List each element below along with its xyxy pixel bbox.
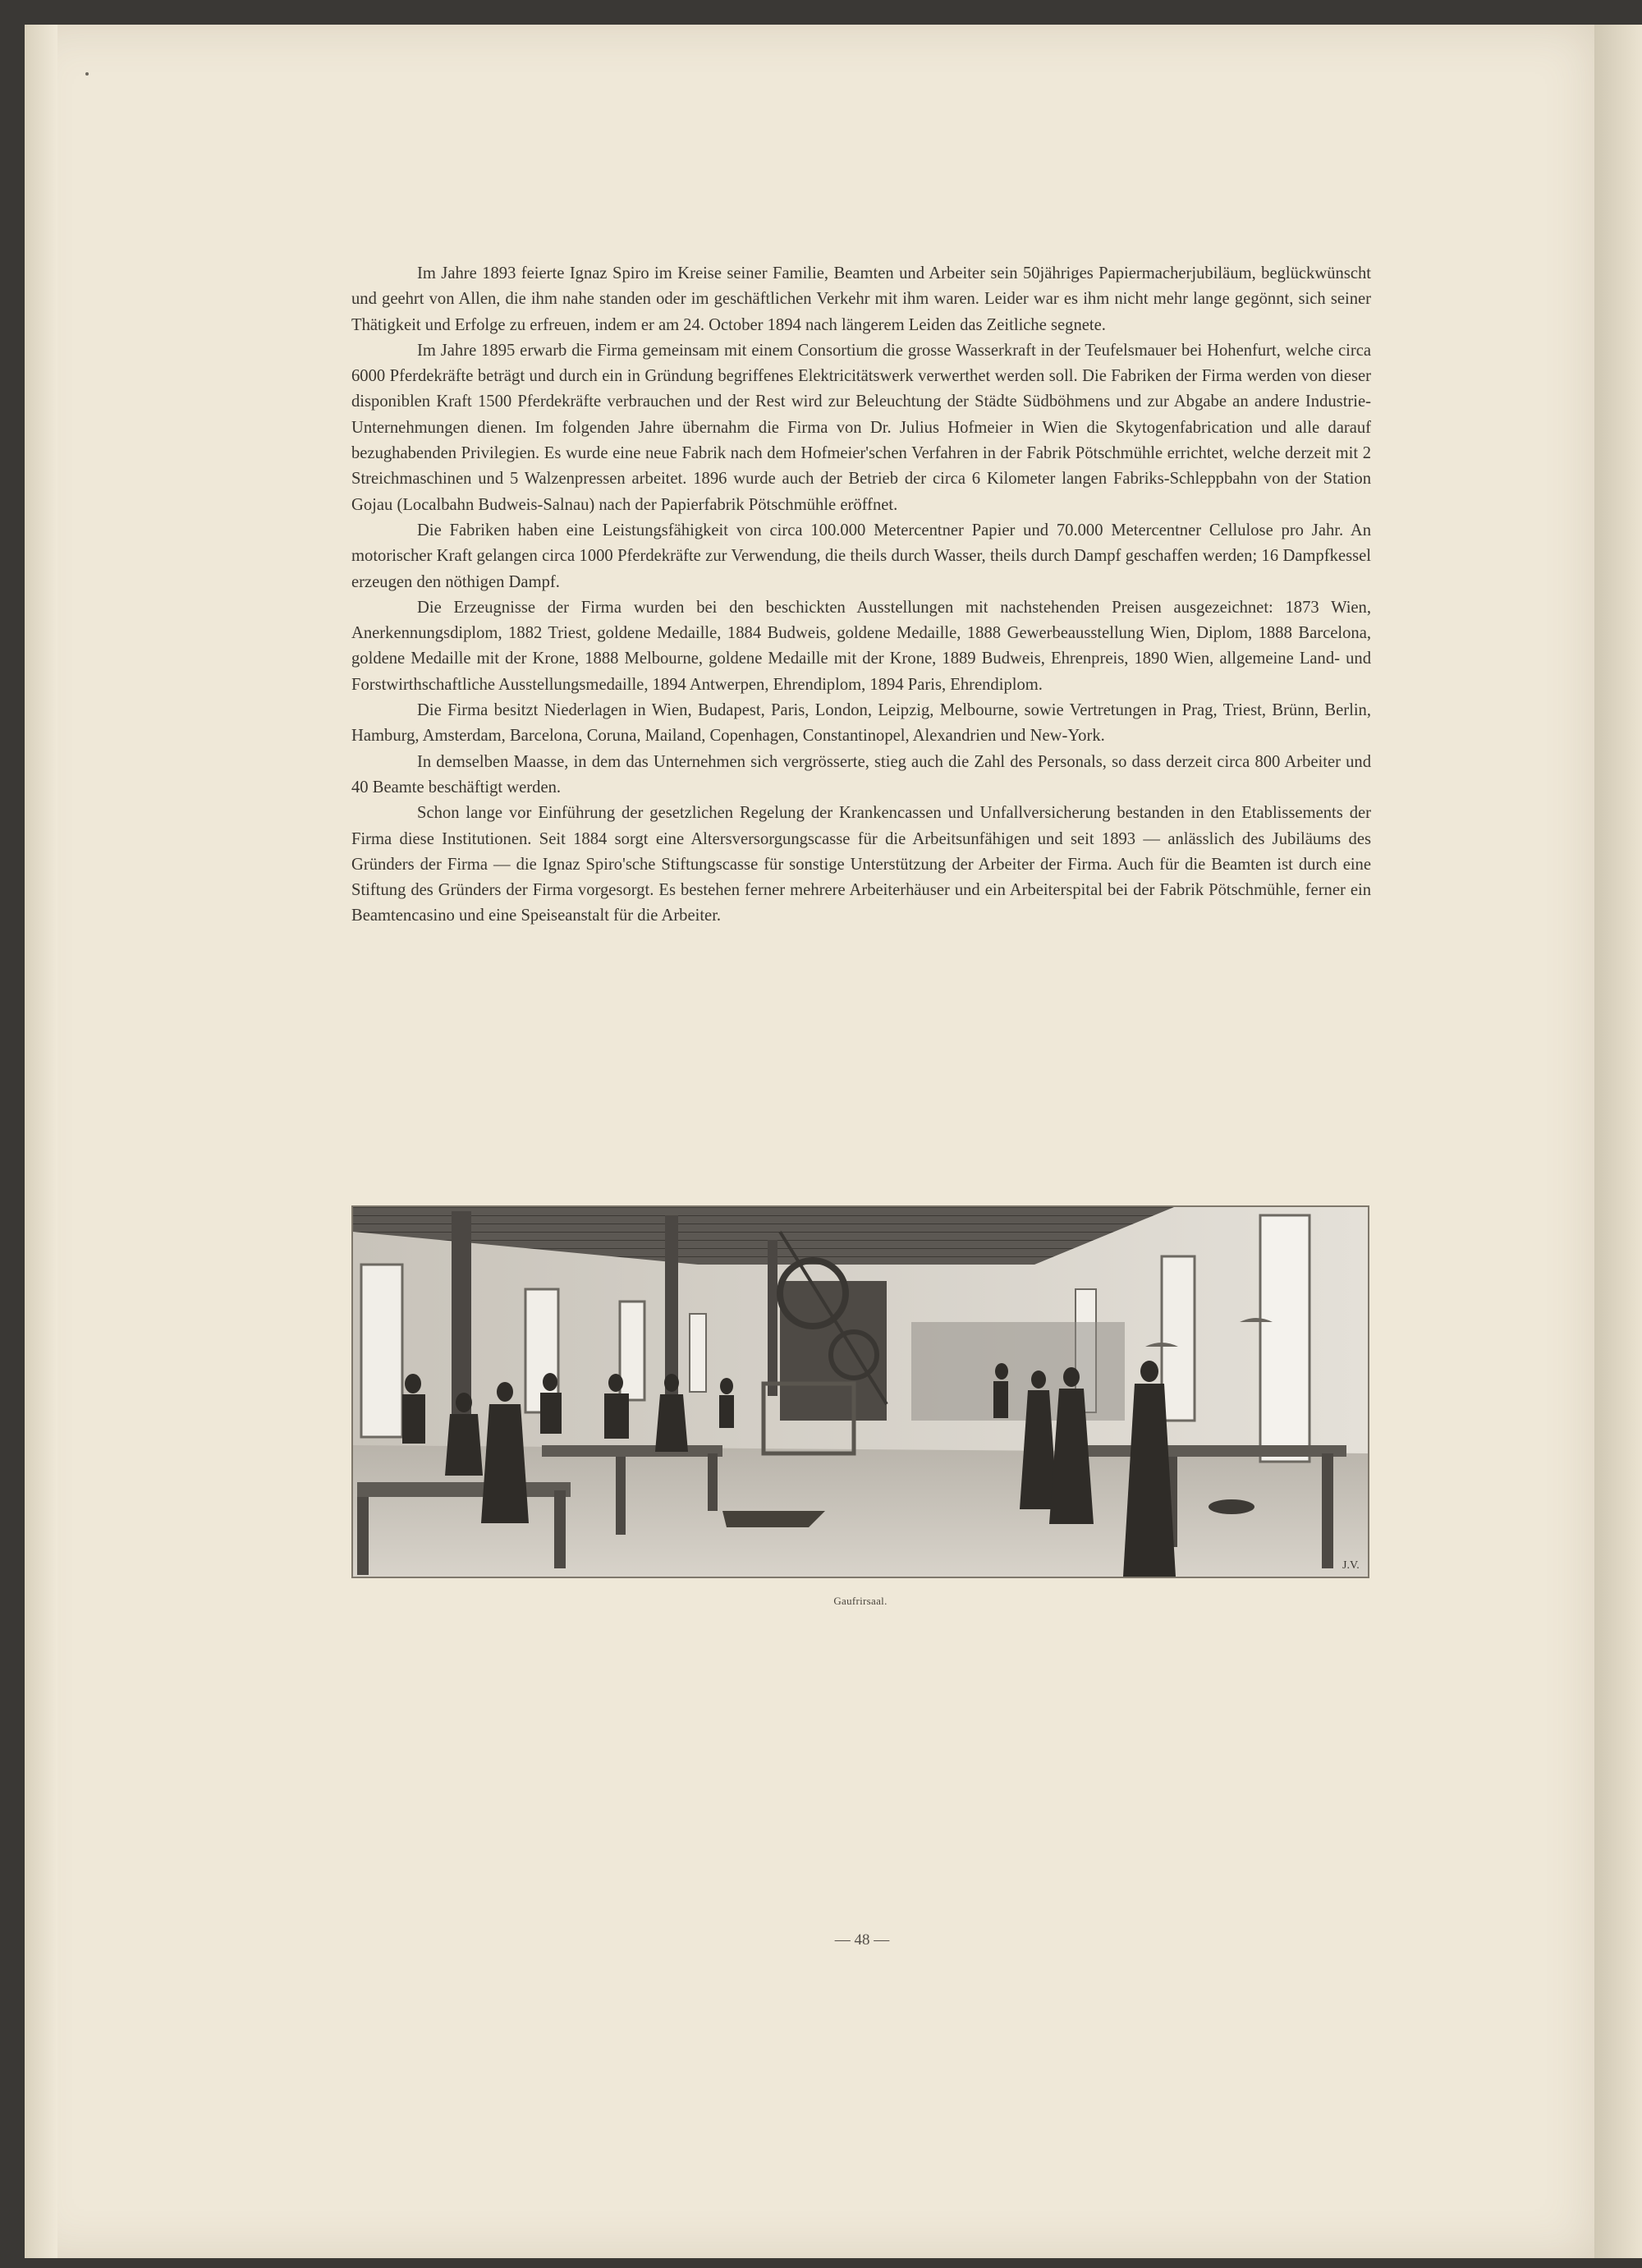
paragraph-niederlagen: Die Firma besitzt Niederlagen in Wien, Budapest, Paris, London, Leipzig, Melbourne, sowie Vertretungen in Prag, Triest, Brünn, Berlin, Hamburg, Amsterdam, Barcelona, Coruna, Mailand, Copenhagen, Constantinopel, Alexandrien und New-York. bbox=[351, 701, 1371, 746]
paragraph-personal: In demselben Maasse, in dem das Unternehmen sich vergrösserte, stieg auch die Zahl des Personals, so dass derzeit circa 800 Arbeiter und 40 Beamte beschäftigt werden. bbox=[351, 752, 1371, 797]
paragraph-jubilee: Im Jahre 1893 feierte Ignaz Spiro im Kreise seiner Familie, Beamten und Arbeiter sein 50jähriges Papiermacherjubiläum, beglückwünscht und geehrt von Allen, die ihm nahe standen oder im geschäftlichen Verkehr mit ihm waren. Leider war es ihm nicht mehr lange gegönnt, sich seiner Thätigkeit und Erfolge zu erfreuen, indem er am 24. October 1894 nach längerem Leiden das Zeitliche segnete. bbox=[351, 264, 1371, 334]
paragraph-auszeichnungen: Die Erzeugnisse der Firma wurden bei den beschickten Ausstellungen mit nachstehenden Preisen ausgezeichnet: 1873 Wien, Anerkennungsdiplom, 1882 Triest, goldene Medaille, 1884 Budweis, goldene Medaille, 1888 Gewerbeausstellung Wien, Diplom, 1888 Barcelona, goldene Medaille mit der Krone, 1888 Melbourne, goldene Medaille mit der Krone, 1889 Budweis, Ehrenpreis, 1890 Wien, allgemeine Land- und Forstwirthschaftliche Ausstellungsmedaille, 1894 Antwerpen, Ehrendiplom, 1894 Paris, Ehrendiplom. bbox=[351, 598, 1371, 694]
page-gutter bbox=[25, 25, 57, 2258]
factory-hall-illustration bbox=[351, 1205, 1369, 1578]
paper-speck bbox=[85, 72, 89, 76]
paragraph-leistung: Die Fabriken haben eine Leistungsfähigkeit von circa 100.000 Metercentner Papier und 70.000 Metercentner Cellulose pro Jahr. An motorischer Kraft gelangen circa 1000 Pferdekräfte zur Verwendung, die theils durch Wasser, theils durch Dampf geschaffen werden; 16 Dampfkessel erzeugen den nöthigen Dampf. bbox=[351, 521, 1371, 591]
page-number: — 48 — bbox=[834, 1931, 890, 1949]
factory-hall-engraving bbox=[353, 1207, 1368, 1577]
paragraph-wasserkraft: Im Jahre 1895 erwarb die Firma gemeinsam mit einem Consortium die grosse Wasserkraft in der Teufelsmauer bei Hohenfurt, welche circa 6000 Pferdekräfte beträgt und durch ein in Gründung begriffenes Elektricitätswerk verwerthet werden soll. Die Fabriken der Firma werden von dieser disponiblen Kraft 1500 Pferdekräfte verbrauchen und der Rest wird zur Beleuchtung der Städte Südböhmens und zur Abgabe an andere Industrie-Unternehmungen dienen. Im folgenden Jahre übernahm die Firma von Dr. Julius Hofmeier in Wien die Skytogenfabrication und alle darauf bezughabenden Privilegien. Es wurde eine neue Fabrik nach dem Hofmeier'schen Verfahren in der Fabrik Pötschmühle errichtet, welche derzeit mit 2 Streichmaschinen und 5 Walzenpressen arbeitet. 1896 wurde auch der Betrieb der circa 6 Kilometer langen Fabriks-Schleppbahn von der Station Gojau (Localbahn Budweis-Salnau) nach der Papierfabrik Pötschmühle eröffnet. bbox=[351, 341, 1371, 514]
figure-caption: Gaufrirsaal. bbox=[833, 1595, 888, 1607]
paragraph-wohlfahrt: Schon lange vor Einführung der gesetzlichen Regelung der Krankencassen und Unfallversicherung bestanden in den Etablissements der Firma diese Institutionen. Seit 1884 sorgt eine Altersversorgungscasse für die Arbeitsunfähigen und seit 1893 — anlässlich des Jubiläums des Gründers der Firma — die Ignaz Spiro'sche Stiftungscasse für sonstige Unterstützung der Arbeiter der Firma. Auch für die Beamten ist durch eine Stiftung des Gründers der Firma vorgesorgt. Es bestehen ferner mehrere Arbeiterhäuser und ein Arbeiterspital bei der Fabrik Pötschmühle, ferner ein Beamtencasino und eine Speiseanstalt für die Arbeiter. bbox=[351, 804, 1371, 925]
next-page-edge bbox=[1594, 25, 1642, 2258]
engraver-signature: J.V. bbox=[1342, 1559, 1360, 1572]
body-text bbox=[351, 261, 1371, 930]
